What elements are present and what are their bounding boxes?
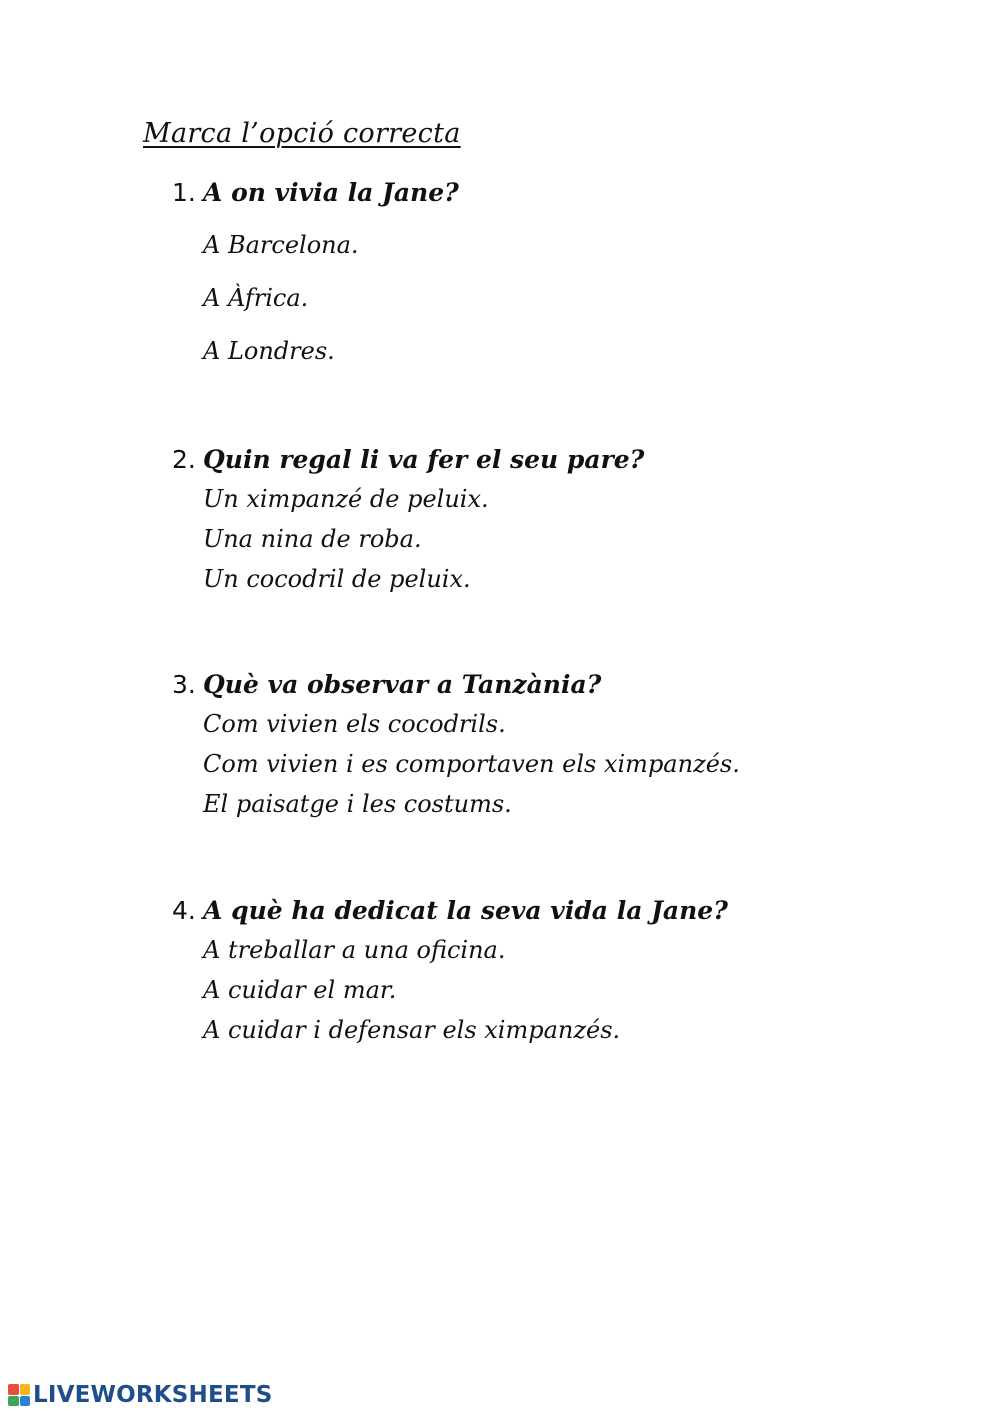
footer-brand (8, 1382, 272, 1408)
question-text (172, 178, 459, 208)
question-number: 4. (172, 896, 196, 925)
question-text (172, 896, 728, 926)
question-label: Quin regal li va fer el seu pare? (203, 445, 645, 474)
answer-option[interactable]: Una nina de roba. (203, 525, 422, 553)
question-number: 2. (172, 445, 196, 474)
question-1 (172, 178, 459, 378)
question-label: Què va observar a Tanzània? (203, 670, 602, 699)
answer-option[interactable]: Un cocodril de peluix. (203, 565, 471, 593)
logo-tile (20, 1396, 31, 1407)
answer-option[interactable]: Un ximpanzé de peluix. (203, 485, 489, 513)
question-text (172, 445, 644, 475)
question-label: A on vivia la Jane? (203, 178, 459, 207)
page-title: Marca l’opció correcta (143, 118, 461, 149)
options-list (172, 219, 459, 378)
answer-option[interactable]: A cuidar el mar. (203, 976, 397, 1004)
answer-option[interactable]: A cuidar i defensar els ximpanzés. (203, 1016, 621, 1044)
question-label: A què ha dedicat la seva vida la Jane? (203, 896, 728, 925)
answer-option[interactable]: El paisatge i les costums. (203, 790, 512, 818)
options-list (172, 704, 740, 824)
liveworksheets-logo-icon (8, 1384, 30, 1406)
question-number: 3. (172, 670, 196, 699)
question-number: 1. (172, 178, 196, 207)
answer-option[interactable]: Com vivien els cocodrils. (203, 710, 506, 738)
answer-option[interactable]: A Barcelona. (203, 231, 359, 259)
question-4 (172, 896, 728, 1050)
answer-option[interactable]: Com vivien i es comportaven els ximpanzés. (203, 750, 740, 778)
options-list (172, 479, 644, 599)
brand-wordmark: LIVEWORKSHEETS (33, 1382, 273, 1408)
answer-option[interactable]: A Àfrica. (203, 284, 309, 312)
logo-tile (8, 1384, 19, 1395)
question-2 (172, 445, 644, 599)
logo-tile (8, 1396, 19, 1407)
answer-option[interactable]: A treballar a una oficina. (203, 936, 506, 964)
options-list (172, 930, 728, 1050)
answer-option[interactable]: A Londres. (203, 337, 335, 365)
question-text (172, 670, 740, 700)
logo-tile (20, 1384, 31, 1395)
question-3 (172, 670, 740, 824)
